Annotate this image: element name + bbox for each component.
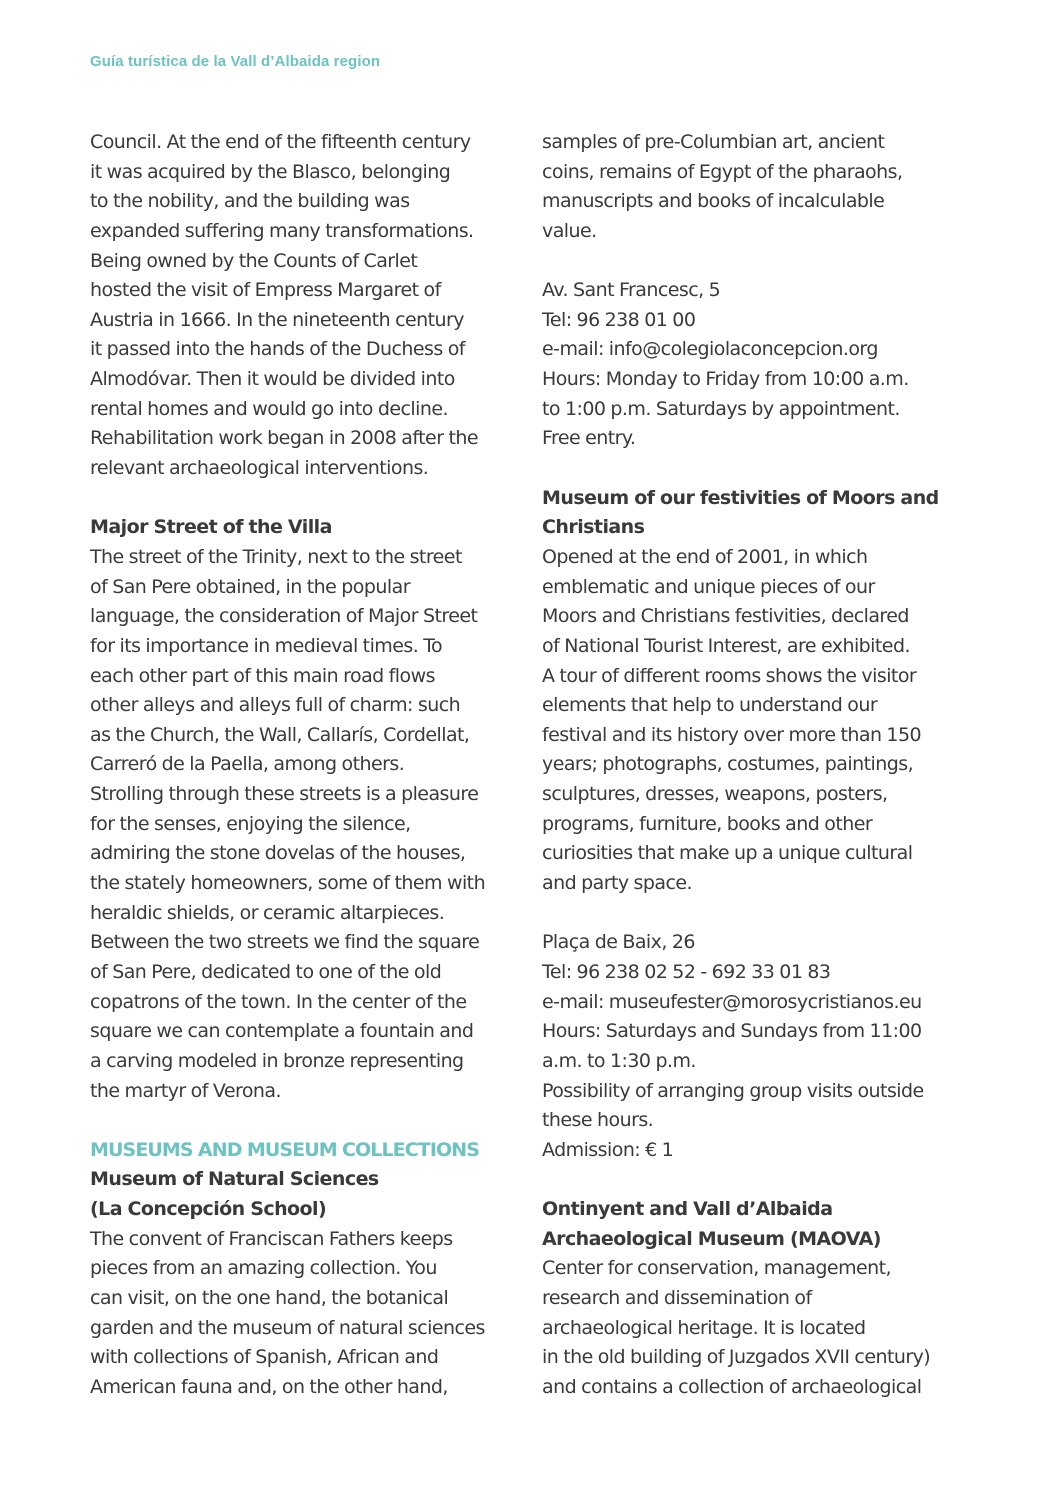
spacer bbox=[542, 454, 982, 484]
text-line: The convent of Franciscan Fathers keeps bbox=[90, 1227, 453, 1250]
text-line: American fauna and, on the other hand, bbox=[90, 1375, 448, 1398]
text-line: value. bbox=[542, 219, 597, 242]
text-line: admiring the stone dovelas of the houses, bbox=[90, 842, 466, 865]
text-line: heraldic shields, or ceramic altarpieces. bbox=[90, 901, 445, 924]
intro-paragraph bbox=[90, 128, 530, 484]
text-line: for the senses, enjoying the silence, bbox=[90, 812, 411, 835]
text-line: The street of the Trinity, next to the street bbox=[90, 545, 462, 568]
spacer bbox=[90, 1106, 530, 1136]
text-line: for its importance in medieval times. To bbox=[90, 634, 443, 657]
group-visits: these hours. bbox=[542, 1109, 654, 1132]
running-header: Guía turística de la Vall d’Albaida region bbox=[90, 53, 381, 70]
text-line: Almodóvar. Then it would be divided into bbox=[90, 368, 455, 391]
text-line: emblematic and unique pieces of our bbox=[542, 575, 875, 598]
text-line: Rehabilitation work began in 2008 after the bbox=[90, 427, 478, 450]
text-line: pieces from an amazing collection. You bbox=[90, 1257, 437, 1280]
text-line: to the nobility, and the building was bbox=[90, 190, 410, 213]
text-line: hosted the visit of Empress Margaret of bbox=[90, 279, 441, 302]
text-line: relevant archaeological interventions. bbox=[90, 457, 429, 480]
text-line: Moors and Christians festivities, declared bbox=[542, 605, 909, 628]
admission: Free entry. bbox=[542, 427, 636, 450]
maova-section bbox=[542, 1195, 982, 1402]
left-column bbox=[90, 128, 530, 1403]
text-line: research and dissemination of bbox=[542, 1286, 812, 1309]
text-line: Carreró de la Paella, among others. bbox=[90, 753, 405, 776]
text-line: in the old building of Juzgados XVII century) bbox=[542, 1346, 931, 1369]
text-line: Between the two streets we find the square bbox=[90, 931, 480, 954]
text-line: it passed into the hands of the Duchess of bbox=[90, 338, 465, 361]
museum-heading: Christians bbox=[542, 516, 645, 539]
address: Plaça de Baix, 26 bbox=[542, 931, 695, 954]
text-line: years; photographs, costumes, paintings, bbox=[542, 753, 914, 776]
museum-heading: Ontinyent and Vall d’Albaida bbox=[542, 1198, 833, 1221]
text-line: of National Tourist Interest, are exhibited. bbox=[542, 634, 910, 657]
text-line: expanded suffering many transformations. bbox=[90, 219, 474, 242]
email: e-mail: museufester@morosycristianos.eu bbox=[542, 990, 922, 1013]
address: Av. Sant Francesc, 5 bbox=[542, 279, 721, 302]
text-line: each other part of this main road flows bbox=[90, 664, 435, 687]
group-visits: Possibility of arranging group visits outside bbox=[542, 1079, 924, 1102]
text-line: rental homes and would go into decline. bbox=[90, 397, 448, 420]
section-title: MUSEUMS AND MUSEUM COLLECTIONS bbox=[90, 1138, 480, 1161]
spacer bbox=[90, 484, 530, 514]
hours: Hours: Saturdays and Sundays from 11:00 bbox=[542, 1020, 922, 1043]
hours: a.m. to 1:30 p.m. bbox=[542, 1049, 696, 1072]
text-line: and contains a collection of archaeological bbox=[542, 1375, 922, 1398]
spacer bbox=[542, 247, 982, 277]
text-line: programs, furniture, books and other bbox=[542, 812, 873, 835]
museum-heading: Museum of our festivities of Moors and bbox=[542, 486, 939, 509]
admission: Admission: € 1 bbox=[542, 1138, 674, 1161]
text-line: samples of pre-Columbian art, ancient bbox=[542, 131, 885, 153]
text-line: Opened at the end of 2001, in which bbox=[542, 545, 868, 568]
phone: Tel: 96 238 01 00 bbox=[542, 308, 696, 331]
text-line: the stately homeowners, some of them with bbox=[90, 872, 486, 895]
text-line: Austria in 1666. In the nineteenth century bbox=[90, 308, 464, 331]
moors-christians-contact bbox=[542, 928, 982, 1165]
text-line: it was acquired by the Blasco, belonging bbox=[90, 160, 451, 183]
text-line: sculptures, dresses, weapons, posters, bbox=[542, 783, 888, 806]
text-line: garden and the museum of natural sciences bbox=[90, 1316, 485, 1339]
text-line: as the Church, the Wall, Callarís, Cordellat, bbox=[90, 723, 470, 746]
spacer bbox=[542, 899, 982, 929]
text-line: archaeological heritage. It is located bbox=[542, 1316, 866, 1339]
natural-sciences-contact bbox=[542, 276, 982, 454]
text-line: square we can contemplate a fountain and bbox=[90, 1020, 474, 1043]
museum-heading: (La Concepción School) bbox=[90, 1198, 327, 1221]
spacer bbox=[542, 1165, 982, 1195]
text-line: and party space. bbox=[542, 872, 693, 895]
museums-section bbox=[90, 1136, 530, 1403]
text-line: elements that help to understand our bbox=[542, 694, 878, 717]
moors-christians-section bbox=[542, 484, 982, 899]
section-heading: Major Street of the Villa bbox=[90, 516, 332, 539]
museum-heading: Museum of Natural Sciences bbox=[90, 1168, 379, 1191]
text-line: language, the consideration of Major Street bbox=[90, 605, 478, 628]
hours: Hours: Monday to Friday from 10:00 a.m. bbox=[542, 368, 909, 391]
text-line: a carving modeled in bronze representing bbox=[90, 1049, 464, 1072]
text-line: of San Pere, dedicated to one of the old bbox=[90, 960, 442, 983]
museum-heading: Archaeological Museum (MAOVA) bbox=[542, 1227, 881, 1250]
text-line: Center for conservation, management, bbox=[542, 1257, 892, 1280]
text-line: copatrons of the town. In the center of the bbox=[90, 990, 467, 1013]
text-line: A tour of different rooms shows the visitor bbox=[542, 664, 917, 687]
text-line: with collections of Spanish, African and bbox=[90, 1346, 439, 1369]
text-line: Strolling through these streets is a pleasure bbox=[90, 783, 479, 806]
text-line: can visit, on the one hand, the botanical bbox=[90, 1286, 449, 1309]
major-street-section bbox=[90, 513, 530, 1106]
text-line: coins, remains of Egypt of the pharaohs, bbox=[542, 160, 903, 183]
text-line: festival and its history over more than 150 bbox=[542, 723, 922, 746]
right-column bbox=[542, 128, 982, 1403]
phone: Tel: 96 238 02 52 - 692 33 01 83 bbox=[542, 960, 831, 983]
text-line: other alleys and alleys full of charm: such bbox=[90, 694, 461, 717]
text-line: Being owned by the Counts of Carlet bbox=[90, 249, 418, 272]
text-line: of San Pere obtained, in the popular bbox=[90, 575, 410, 598]
hours: to 1:00 p.m. Saturdays by appointment. bbox=[542, 397, 900, 420]
text-line: Council. At the end of the fifteenth century bbox=[90, 131, 471, 153]
email: e-mail: info@colegiolaconcepcion.org bbox=[542, 338, 878, 361]
text-line: manuscripts and books of incalculable bbox=[542, 190, 885, 213]
text-line: curiosities that make up a unique cultural bbox=[542, 842, 913, 865]
text-line: the martyr of Verona. bbox=[90, 1079, 281, 1102]
natural-sciences-continuation bbox=[542, 128, 982, 247]
